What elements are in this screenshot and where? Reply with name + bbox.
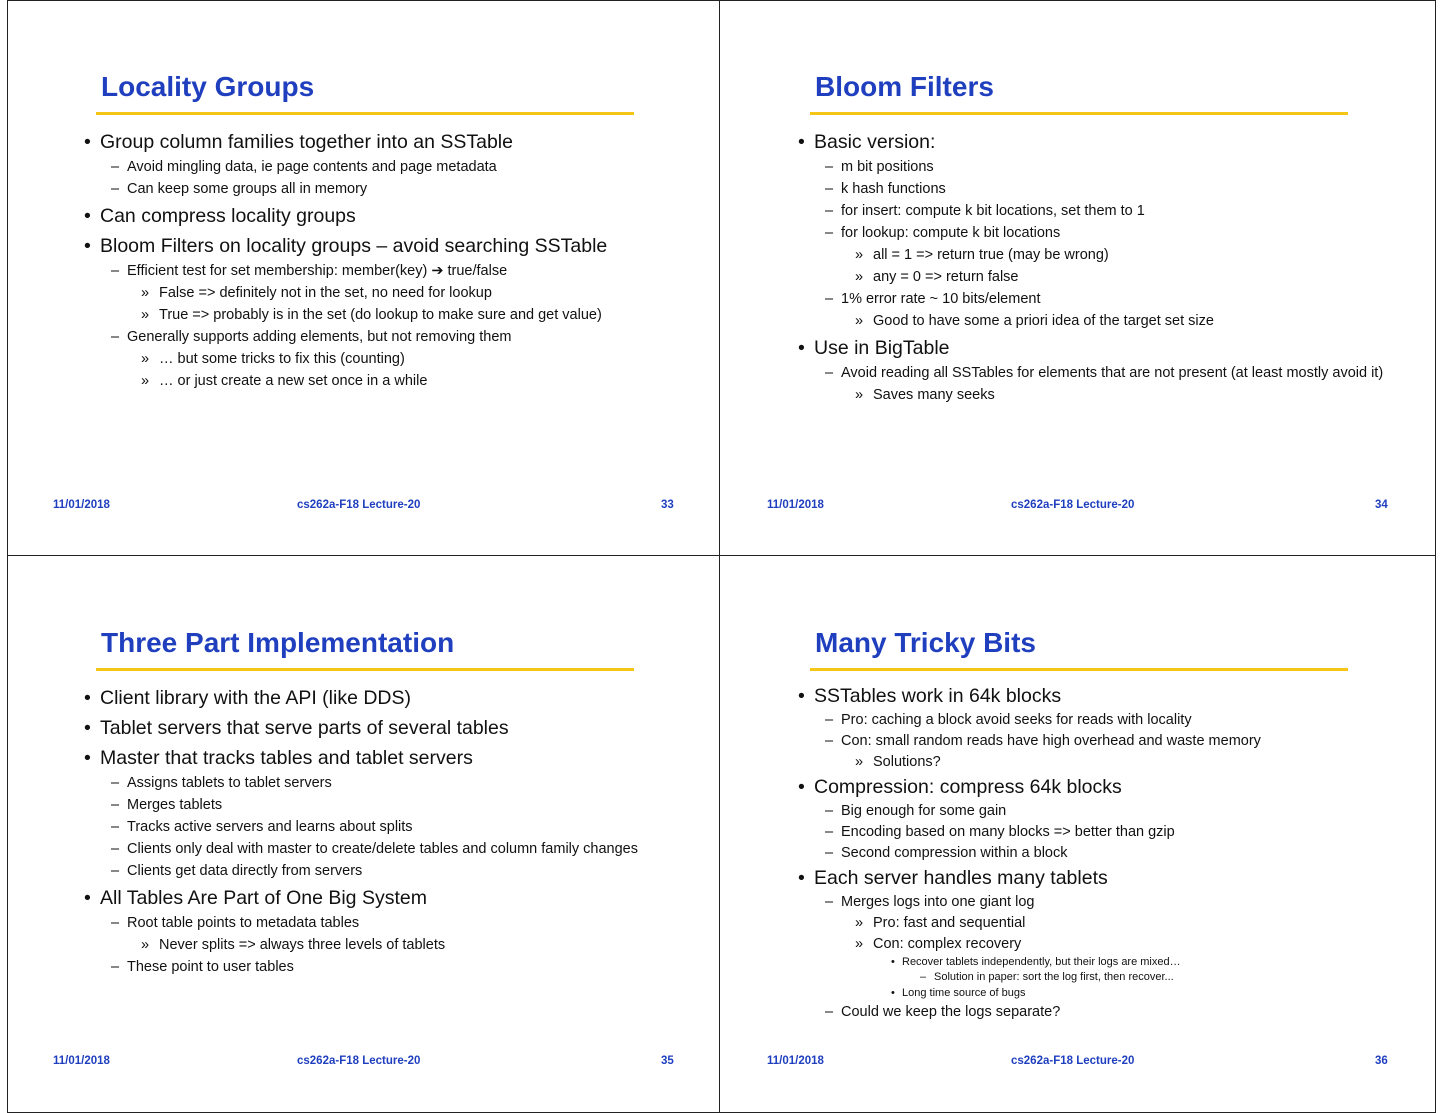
bullet-marker: »	[141, 937, 150, 953]
footer-date: 11/01/2018	[767, 1055, 824, 1067]
slide-title: Locality Groups	[101, 71, 315, 102]
bullet-text: Avoid reading all SSTables for elements that are not present (at least mostly avoid it)	[841, 365, 1384, 381]
bullet-marker: »	[855, 387, 864, 403]
footer-date: 11/01/2018	[53, 499, 110, 511]
bullet-marker: »	[141, 285, 150, 301]
bullet-item-level-2	[78, 841, 678, 858]
bullet-text: Solution in paper: sort the log first, then recover...	[934, 971, 1174, 983]
bullet-item-level-3	[792, 247, 1392, 264]
bullet-text: These point to user tables	[127, 959, 294, 975]
bullet-item-level-2	[792, 181, 1392, 198]
bullet-text: All Tables Are Part of One Big System	[100, 887, 427, 909]
slide-bullets	[78, 124, 678, 390]
bullet-item-level-1	[78, 205, 678, 228]
bullet-item-level-5	[792, 971, 1392, 984]
bullet-marker: •	[798, 776, 805, 798]
slide-title: Many Tricky Bits	[815, 627, 1036, 658]
bullet-text: Generally supports adding elements, but not removing them	[127, 329, 512, 345]
bullet-item-level-1	[792, 776, 1392, 799]
bullet-marker: –	[825, 803, 834, 819]
bullet-text: Each server handles many tablets	[814, 867, 1108, 889]
footer-page-number: 33	[661, 499, 674, 511]
bullet-text: Con: small random reads have high overhead and waste memory	[841, 733, 1261, 749]
bullet-item-level-1	[78, 887, 678, 910]
bullet-marker: »	[855, 269, 864, 285]
bullet-marker: –	[825, 824, 834, 840]
bullet-marker: •	[891, 987, 895, 999]
bullet-marker: –	[111, 959, 120, 975]
bullet-text: k hash functions	[841, 181, 946, 197]
bullet-item-level-2	[78, 263, 678, 280]
slide-35	[8, 557, 722, 1112]
bullet-marker: •	[891, 956, 895, 968]
bullet-text: Encoding based on many blocks => better than gzip	[841, 824, 1175, 840]
bullet-item-level-1	[78, 717, 678, 740]
bullet-marker: •	[84, 687, 91, 709]
bullet-item-level-2	[78, 159, 678, 176]
bullet-item-level-3	[792, 915, 1392, 932]
bullet-text: Clients only deal with master to create/delete tables and column family changes	[127, 841, 638, 857]
bullet-item-level-2	[792, 824, 1392, 841]
bullet-text: Clients get data directly from servers	[127, 863, 363, 879]
bullet-item-level-2	[78, 915, 678, 932]
bullet-text: … or just create a new set once in a while	[159, 373, 428, 389]
bullet-text: for insert: compute k bit locations, set them to 1	[841, 203, 1145, 219]
footer-date: 11/01/2018	[767, 499, 824, 511]
slide-title: Bloom Filters	[815, 71, 994, 102]
bullet-text: Recover tablets independently, but their logs are mixed…	[902, 956, 1181, 968]
title-underline	[96, 668, 634, 671]
bullet-marker: –	[825, 894, 834, 910]
bullet-marker: –	[920, 971, 927, 983]
title-underline	[810, 668, 1348, 671]
bullet-marker: –	[111, 915, 120, 931]
bullet-text: True => probably is in the set (do lookup to make sure and get value)	[159, 307, 602, 323]
bullet-marker: –	[825, 733, 834, 749]
bullet-item-level-3	[792, 936, 1392, 953]
bullet-marker: –	[825, 1004, 834, 1020]
bullet-marker: »	[855, 247, 864, 263]
bullet-item-level-1	[792, 337, 1392, 360]
bullet-marker: »	[141, 351, 150, 367]
bullet-text: Solutions?	[873, 754, 941, 770]
bullet-item-level-1	[78, 235, 678, 258]
bullet-marker: –	[111, 263, 120, 279]
bullet-text: Con: complex recovery	[873, 936, 1022, 952]
bullet-item-level-2	[78, 863, 678, 880]
bullet-text: m bit positions	[841, 159, 934, 175]
slide-bullets	[792, 124, 1392, 404]
footer-course: cs262a-F18 Lecture-20	[297, 1055, 421, 1067]
bullet-text: Compression: compress 64k blocks	[814, 776, 1122, 798]
bullet-item-level-2	[792, 365, 1392, 382]
bullet-item-level-2	[792, 291, 1392, 308]
bullet-item-level-3	[78, 351, 678, 368]
bullet-marker: »	[141, 307, 150, 323]
bullet-item-level-1	[792, 131, 1392, 154]
bullet-item-level-3	[78, 937, 678, 954]
bullet-marker: –	[111, 841, 120, 857]
slide-bullets	[792, 680, 1392, 1021]
bullet-marker: •	[798, 337, 805, 359]
bullet-marker: •	[798, 867, 805, 889]
bullet-item-level-4	[792, 956, 1392, 969]
slide-36	[722, 557, 1436, 1112]
bullet-marker: –	[825, 159, 834, 175]
bullet-text: Merges tablets	[127, 797, 223, 813]
bullet-text: False => definitely not in the set, no need for lookup	[159, 285, 492, 301]
bullet-item-level-2	[78, 329, 678, 346]
bullet-text: all = 1 => return true (may be wrong)	[873, 247, 1109, 263]
bullet-text: Never splits => always three levels of tablets	[159, 937, 446, 953]
bullet-marker: »	[855, 936, 864, 952]
bullet-marker: »	[855, 915, 864, 931]
bullet-marker: •	[798, 131, 805, 153]
bullet-text: Second compression within a block	[841, 845, 1068, 861]
bullet-text: 1% error rate ~ 10 bits/element	[841, 291, 1041, 307]
bullet-item-level-2	[792, 733, 1392, 750]
bullet-item-level-3	[792, 313, 1392, 330]
bullet-item-level-2	[78, 959, 678, 976]
footer-page-number: 34	[1375, 499, 1388, 511]
bullet-text: Root table points to metadata tables	[127, 915, 360, 931]
bullet-marker: •	[84, 131, 91, 153]
title-underline	[810, 112, 1348, 115]
bullet-item-level-3	[792, 754, 1392, 771]
bullet-marker: »	[855, 313, 864, 329]
bullet-marker: –	[825, 203, 834, 219]
bullet-marker: •	[84, 717, 91, 739]
bullet-marker: –	[825, 712, 834, 728]
bullet-marker: –	[825, 845, 834, 861]
bullet-item-level-3	[78, 373, 678, 390]
bullet-item-level-2	[792, 225, 1392, 242]
bullet-item-level-1	[792, 685, 1392, 708]
bullet-text: Assigns tablets to tablet servers	[127, 775, 332, 791]
bullet-item-level-2	[78, 181, 678, 198]
bullet-text: for lookup: compute k bit locations	[841, 225, 1061, 241]
footer-course: cs262a-F18 Lecture-20	[1011, 1055, 1135, 1067]
bullet-text: Client library with the API (like DDS)	[100, 687, 412, 709]
bullet-marker: •	[84, 235, 91, 257]
footer-course: cs262a-F18 Lecture-20	[1011, 499, 1135, 511]
bullet-item-level-2	[792, 712, 1392, 729]
bullet-text: Pro: fast and sequential	[873, 915, 1026, 931]
bullet-marker: •	[798, 685, 805, 707]
bullet-marker: –	[825, 365, 834, 381]
bullet-item-level-3	[78, 307, 678, 324]
bullet-text: Use in BigTable	[814, 337, 950, 359]
bullet-text: Avoid mingling data, ie page contents and page metadata	[127, 159, 497, 175]
slide-title: Three Part Implementation	[101, 627, 455, 658]
bullet-item-level-2	[78, 797, 678, 814]
bullet-text: Long time source of bugs	[902, 987, 1026, 999]
bullet-marker: –	[111, 329, 120, 345]
bullet-text: Basic version:	[814, 131, 936, 153]
bullet-item-level-1	[78, 131, 678, 154]
bullet-text: Tablet servers that serve parts of several tables	[100, 717, 509, 739]
bullet-item-level-1	[78, 747, 678, 770]
bullet-item-level-2	[78, 819, 678, 836]
bullet-marker: •	[84, 747, 91, 769]
bullet-marker: »	[141, 373, 150, 389]
bullet-item-level-3	[792, 387, 1392, 404]
bullet-marker: –	[825, 181, 834, 197]
bullet-marker: –	[111, 159, 120, 175]
bullet-item-level-3	[78, 285, 678, 302]
bullet-text: Can compress locality groups	[100, 205, 356, 227]
bullet-marker: –	[825, 291, 834, 307]
bullet-item-level-1	[78, 687, 678, 710]
bullet-item-level-2	[792, 894, 1392, 911]
bullet-text: Efficient test for set membership: member(key) ➔ true/false	[127, 263, 508, 279]
bullet-item-level-2	[792, 803, 1392, 820]
bullet-marker: –	[825, 225, 834, 241]
bullet-marker: –	[111, 797, 120, 813]
bullet-text: Big enough for some gain	[841, 803, 1007, 819]
bullet-marker: »	[855, 754, 864, 770]
bullet-item-level-3	[792, 269, 1392, 286]
slide-34	[722, 1, 1436, 556]
bullet-text: Master that tracks tables and tablet servers	[100, 747, 473, 769]
bullet-text: Merges logs into one giant log	[841, 894, 1035, 910]
bullet-marker: •	[84, 887, 91, 909]
bullet-item-level-2	[78, 775, 678, 792]
bullet-text: SSTables work in 64k blocks	[814, 685, 1062, 707]
bullet-item-level-4	[792, 987, 1392, 1000]
bullet-item-level-2	[792, 159, 1392, 176]
bullet-text: Good to have some a priori idea of the target set size	[873, 313, 1214, 329]
bullet-text: Can keep some groups all in memory	[127, 181, 368, 197]
footer-course: cs262a-F18 Lecture-20	[297, 499, 421, 511]
bullet-text: Tracks active servers and learns about splits	[127, 819, 413, 835]
bullet-text: any = 0 => return false	[873, 269, 1019, 285]
slide-33	[8, 1, 722, 556]
bullet-item-level-2	[792, 1004, 1392, 1021]
bullet-text: Pro: caching a block avoid seeks for reads with locality	[841, 712, 1192, 728]
bullet-text: Group column families together into an SSTable	[100, 131, 513, 153]
footer-date: 11/01/2018	[53, 1055, 110, 1067]
bullet-item-level-1	[792, 867, 1392, 890]
title-underline	[96, 112, 634, 115]
bullet-marker: –	[111, 181, 120, 197]
slide-bullets	[78, 680, 678, 976]
bullet-text: … but some tricks to fix this (counting)	[159, 351, 405, 367]
bullet-marker: •	[84, 205, 91, 227]
bullet-marker: –	[111, 863, 120, 879]
bullet-marker: –	[111, 775, 120, 791]
footer-page-number: 36	[1375, 1055, 1388, 1067]
footer-page-number: 35	[661, 1055, 674, 1067]
bullet-text: Saves many seeks	[873, 387, 995, 403]
bullet-item-level-2	[792, 845, 1392, 862]
bullet-text: Bloom Filters on locality groups – avoid searching SSTable	[100, 235, 608, 257]
bullet-text: Could we keep the logs separate?	[841, 1004, 1061, 1020]
bullet-item-level-2	[792, 203, 1392, 220]
bullet-marker: –	[111, 819, 120, 835]
